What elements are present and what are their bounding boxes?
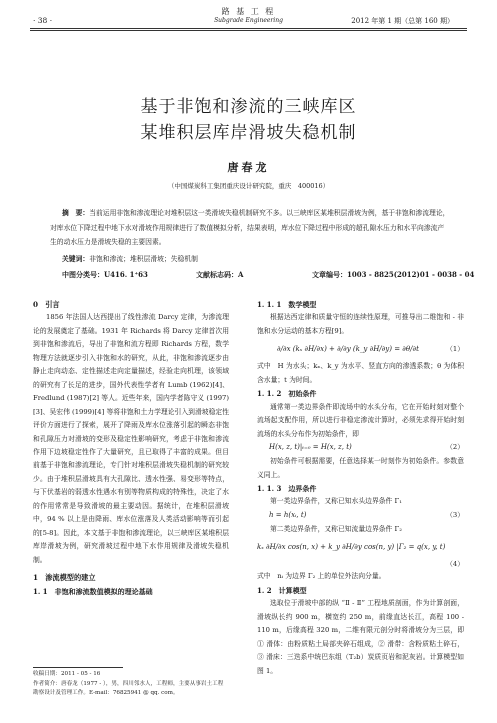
equation-1 — [257, 338, 464, 360]
header-rule — [30, 28, 467, 29]
equation-2-number: （2） — [446, 443, 464, 452]
keywords — [62, 252, 452, 267]
initial-condition-note: 初始条件可根据需要，任意选择某一时刻作为初始条件。参数意义同上。 — [257, 457, 464, 479]
equation-4-notes: 式中 nᵢ 为边界 Γ₂ 上的单位外法向分量。 — [257, 572, 386, 581]
issue-info: 2012 年第 1 期（总第 160 期） — [351, 17, 454, 25]
computation-model-paragraph: 选取位于滑坡中部的纵 “Ⅱ - Ⅱ” 工程地质剖面，作为计算剖面，滑坡纵长约 900 m，横宽约 250 m，前缘直达长江，高程 100 - 110 m，后缘高程 320 m，二维有限元剖分时将滑坡分为三层，即 ① 滑体：由粉质粘土局部夹碎石组成，② 滑带：含粉质粘土碎石，③ 滑床：三迭系中统巴东组（T₂b）炭质页岩和泥灰岩。计算模型如图 1。 — [257, 599, 464, 675]
equation-3-number: （3） — [446, 510, 464, 519]
footnote — [33, 670, 228, 699]
clc-number: 中图分类号：U416. 1⁺63 — [62, 270, 148, 279]
footnote-rule — [33, 667, 123, 668]
received-date: 收稿日期：2011 - 05 - 16 — [33, 671, 101, 677]
section-1-2-heading: 1. 2 计算模型 — [257, 585, 307, 595]
section-1-heading: 1 渗流模型的建立 — [33, 573, 96, 583]
right-column — [257, 298, 464, 678]
author: 唐春龙 — [227, 161, 270, 174]
abstract — [50, 206, 450, 250]
initial-condition-paragraph: 通常第一类边界条件即流场中的水头分布，它在开始时刻对整个流场起支配作用，所以进行非稳定渗流计算时，必须先求得开始时刻流场的水头分布作为初始条件，即 — [257, 402, 464, 438]
equation-2-body: H(x, z, t)|ₜ₌₀ = H(x, z, t) — [269, 443, 352, 452]
equation-4-body: kₓ ∂H/∂x cos(n, x) + k_y ∂H/∂y cos(n, y) |Γ₂ = q(x, y, t) — [257, 543, 446, 552]
left-column — [33, 298, 229, 598]
equation-1-notes: 式中 H 为水头；kₓ、k_y 为水平、竖直方向的渗透系数；θ 为体积含水量；t 为时间。 — [257, 362, 464, 384]
header-rule-thin — [30, 30, 467, 31]
keywords-text: 非饱和渗流；堆积层滑坡；失稳机制 — [89, 255, 198, 263]
document-code: 文献标志码：A — [196, 270, 244, 279]
boundary-type-2: 第二类边界条件，又称已知流量边界条件 Γ₂ — [270, 524, 402, 533]
model-paragraph: 根据达西定律和质量守恒的连续性原理，可推导出二维饱和 - 非饱和水分运动的基本方程[9]。 — [257, 313, 464, 335]
title-line-2: 某堆积层库岸滑坡失稳机制 — [140, 123, 357, 143]
keywords-label: 关键词： — [62, 255, 90, 263]
section-1-1-heading: 1. 1 非饱和渗流数值模拟的理论基础 — [33, 586, 153, 596]
section-1-1-1-heading: 1. 1. 1 数学模型 — [257, 300, 317, 309]
journal-name-en: Subgrade Engineering — [214, 17, 283, 24]
article-number: 文章编号：1003 - 8825(2012)01 - 0038 - 04 — [312, 270, 475, 279]
equation-1-body: ∂/∂x (kₓ ∂H/∂x) + ∂/∂y (k_y ∂H/∂y) = ∂θ/∂t — [277, 345, 419, 354]
equation-4 — [257, 536, 464, 558]
journal-name: 路 基 工 程 — [221, 7, 276, 16]
equation-4-number: （4） — [446, 560, 464, 569]
page-number: · 38 · — [33, 16, 53, 25]
equation-2 — [257, 441, 464, 455]
introduction-paragraph: 1856 年法国人达西提出了线性渗流 Darcy 定律，为渗流理论的发展奠定了基础。1931 年 Richards 将 Darcy 定律首次用到非饱和渗流后，导出了非饱和流方程即 Richards 方程，数学物理方法就逐步引入非饱和水的研究，从此，非饱和渗流逐步由静止走向动态、定性描述走向定量描述，经验走向机理，该领域的研究有了长足的进步，国外代表性学者有 Lumb (1962)[4]、Fredlund (1987)[2] 等人。近些年来，国内学者陈守义 (1997)[3]、吴宏伟 (1999)[4] 等将非饱和土力学理论引入到滑坡稳定性评价方面进行了探索，展开了降雨及库水位涨落引起的瞬态非饱和孔隙压力对滑坡的变形及稳定性影响研究，考虑于非饱和渗流作用下边坡稳定性作了大量研究，且已取得了丰富的成果。但目前基于非饱和渗流理论，专门针对堆积层滑坡失稳机制的研究较少。由于堆积层滑坡具有大孔隙比、透水性强、易变形等特点，与下伏基岩的弱透水性遇水有别等物质构成的特殊性，决定了水的作用常常是导致滑坡的最主要动因。据统计，在堆积层滑坡中，94 % 以上是由降雨、库水位涨落及人类活动影响等而引起的[5-8]。因此，本文基于非饱和渗流理论，以三峡库区某堆积层库岸滑坡为例，研究滑坡过程中地下水作用规律及滑坡失稳机制。 — [33, 313, 229, 564]
section-1-1-3-heading: 1. 1. 3 边界条件 — [257, 483, 317, 493]
title-line-1: 基于非饱和渗流的三峡库区 — [140, 97, 357, 117]
equation-3-body: h = h(xᵢ, t) — [269, 510, 307, 519]
author-bio: 作者简介：唐春龙（1977 - ），男，四川邻水人，工程师，主要从事岩土工程勘察设计及管理工作。E-mail：76825941 @ qq. com。 — [33, 680, 224, 697]
equation-3 — [257, 509, 464, 523]
equation-4-number-row — [257, 558, 464, 570]
abstract-text: 当前运用非饱和渗流理论对堆积层这一类滑坡失稳机制研究不多。以三峡库区某堆积层滑坡为例，基于非饱和渗流理论，对库水位下降过程中地下水对滑坡作用规律进行了数值模拟分析，结果表明，库水位下降过程中形成的超孔隙水压力和水平向渗流产生的动水压力是滑坡失稳的主要因素。 — [50, 209, 450, 247]
section-0-heading: 0 引言 — [33, 300, 60, 309]
abstract-label: 摘 要： — [62, 209, 90, 217]
affiliation: （中国煤炭科工集团重庆设计研究院，重庆 400016） — [167, 182, 330, 190]
section-1-1-2-heading: 1. 1. 2 初始条件 — [257, 389, 317, 399]
boundary-type-1: 第一类边界条件，又称已知水头边界条件 Γ₁ — [270, 497, 402, 506]
equation-1-number: （1） — [446, 345, 464, 354]
